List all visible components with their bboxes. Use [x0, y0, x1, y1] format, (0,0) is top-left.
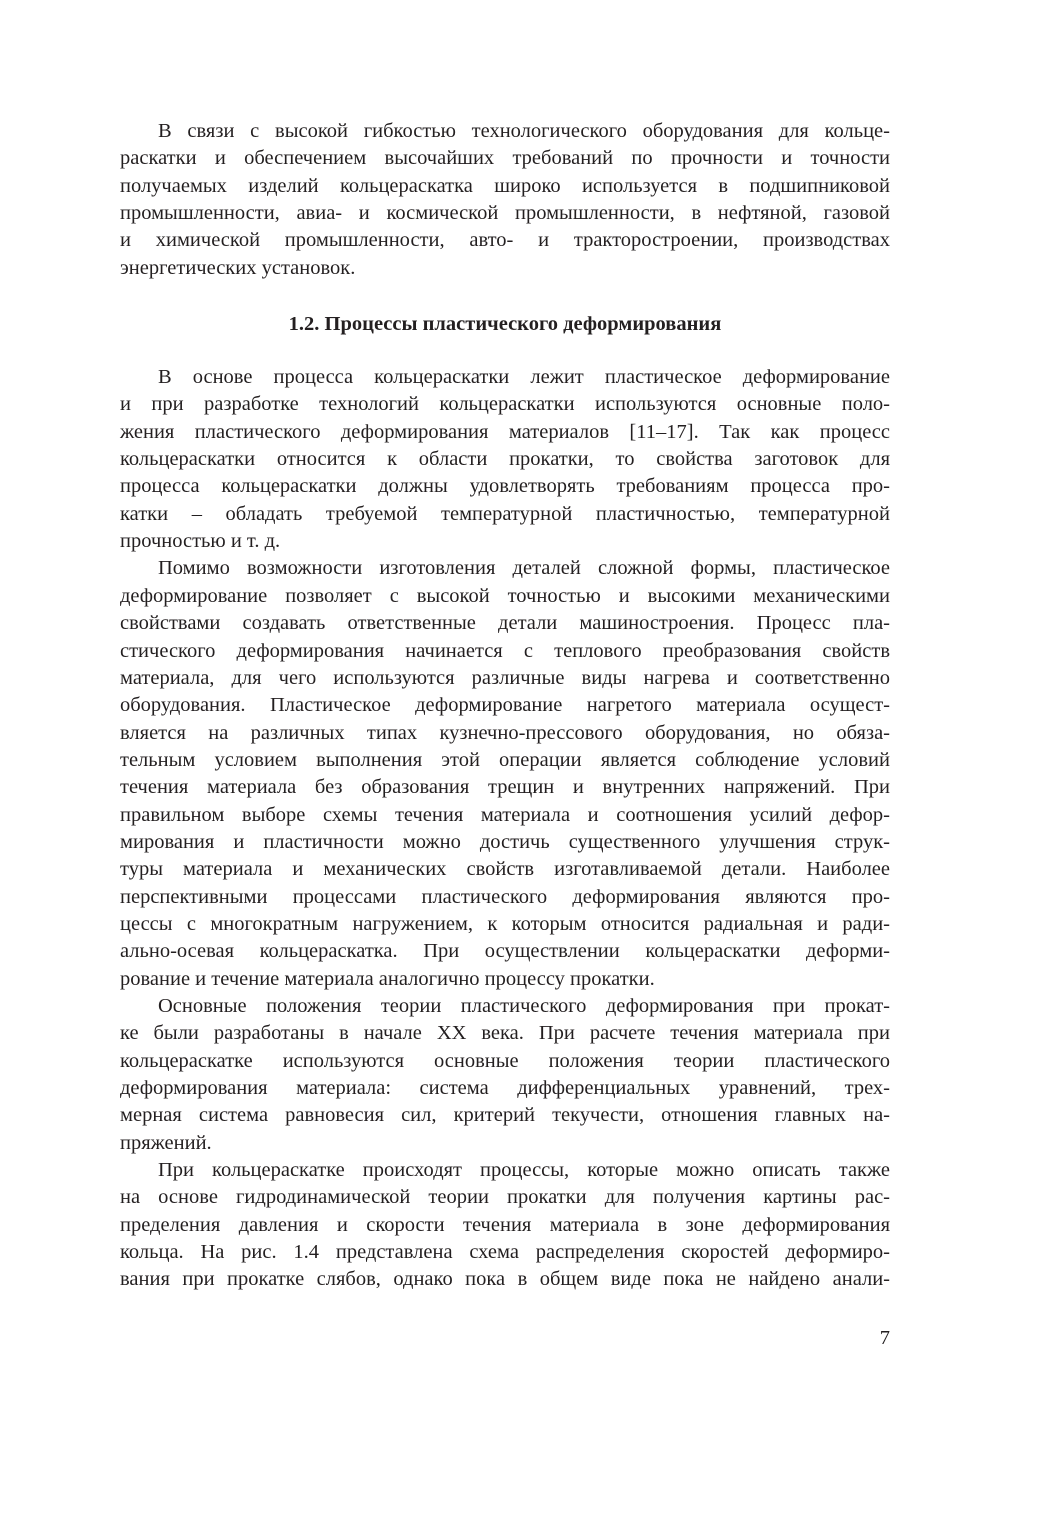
- text-line: жения пластического деформирования материалов [11–17]. Так как процесс: [120, 420, 890, 443]
- text-line: и при разработке технологий кольцераскатки используются основные поло-: [120, 393, 890, 416]
- text-line: мирования и пластичности можно достичь существенного улучшения струк-: [120, 830, 890, 853]
- text-line: тельным условием выполнения этой операции является соблюдение условий: [120, 748, 890, 771]
- text-line: В основе процесса кольцераскатки лежит пластическое деформирование: [158, 366, 890, 389]
- section-paragraphs: [120, 364, 890, 1294]
- text-line: деформирования материала: система дифференциальных уравнений, трех-: [120, 1077, 890, 1099]
- text-line: кольцераскатке используются основные положения теории пластического: [120, 1049, 890, 1072]
- text-line: энергетических установок.: [120, 256, 356, 279]
- text-line: пряжений.: [120, 1131, 212, 1154]
- text-line: При кольцераскатке происходят процессы, которые можно описать также: [158, 1159, 890, 1182]
- text-line: оборудования. Пластическое деформирование нагретого материала осущест-: [120, 694, 890, 717]
- page-body: [120, 118, 890, 1294]
- text-line: перспективными процессами пластического деформирования являются про-: [120, 885, 890, 908]
- paragraph: [120, 118, 890, 282]
- text-line: пределения давления и скорости течения материала в зоне деформирования: [120, 1213, 890, 1236]
- text-line: деформирование позволяет с высокой точностью и высокими механическими: [120, 584, 890, 607]
- text-line: рование и течение материала аналогично процессу прокатки.: [120, 967, 655, 990]
- text-line: и химической промышленности, авто- и тракторостроении, производствах: [120, 229, 890, 252]
- text-line: вляется на различных типах кузнечно-прессового оборудования, но обяза-: [120, 721, 890, 744]
- text-line: течения материала без образования трещин и внутренних напряжений. При: [120, 776, 890, 799]
- text-line: раскатки и обеспечением высочайших требований по прочности и точности: [120, 147, 890, 170]
- intro-paragraphs: [120, 118, 890, 282]
- text-line: Помимо возможности изготовления деталей сложной формы, пластическое: [158, 557, 890, 580]
- text-line: промышленности, авиа- и космической промышленности, в нефтяной, газовой: [120, 202, 890, 225]
- text-line: ально-осевая кольцераскатка. При осуществлении кольцераскатки деформи-: [120, 940, 890, 963]
- paragraph: [120, 1157, 890, 1294]
- text-line: материала, для чего используются различные виды нагрева и соответственно: [120, 666, 890, 689]
- text-line: свойствами создавать ответственные детали машиностроения. Процесс пла-: [120, 612, 890, 635]
- text-line: В связи с высокой гибкостью технологического оборудования для кольце-: [158, 120, 890, 142]
- text-line: туры материала и механических свойств изготавливаемой детали. Наиболее: [120, 858, 890, 881]
- text-line: кольца. На рис. 1.4 представлена схема распределения скоростей деформиро-: [120, 1241, 890, 1264]
- text-line: Основные положения теории пластического деформирования при прокат-: [158, 994, 890, 1017]
- text-line: цессы с многократным нагружением, к которым относится радиальная и ради-: [120, 912, 890, 935]
- text-line: процесса кольцераскатки должны удовлетворять требованиям процесса про-: [120, 475, 890, 498]
- text-line: правильном выборе схемы течения материала и соотношения усилий дефор-: [120, 803, 890, 826]
- page-number: 7: [879, 1327, 890, 1349]
- text-line: прочностью и т. д.: [120, 530, 281, 553]
- text-line: вания при прокатке слябов, однако пока в общем виде пока не найдено анали-: [120, 1268, 890, 1291]
- paragraph: [120, 993, 890, 1157]
- section-heading: 1.2. Процессы пластического деформирования: [288, 313, 722, 336]
- paragraph: [120, 555, 890, 993]
- text-line: стического деформирования начинается с теплового преобразования свойств: [120, 639, 890, 662]
- text-line: на основе гидродинамической теории прокатки для получения картины рас-: [120, 1186, 890, 1209]
- text-line: получаемых изделий кольцераскатка широко используется в подшипниковой: [120, 174, 890, 197]
- text-line: мерная система равновесия сил, критерий текучести, отношения главных на-: [120, 1104, 890, 1127]
- paragraph: [120, 364, 890, 555]
- text-line: кольцераскатки относится к области прокатки, то свойства заготовок для: [120, 448, 890, 471]
- text-line: ке были разработаны в начале XX века. При расчете течения материала при: [120, 1022, 890, 1045]
- text-line: катки – обладать требуемой температурной пластичностью, температурной: [120, 502, 890, 525]
